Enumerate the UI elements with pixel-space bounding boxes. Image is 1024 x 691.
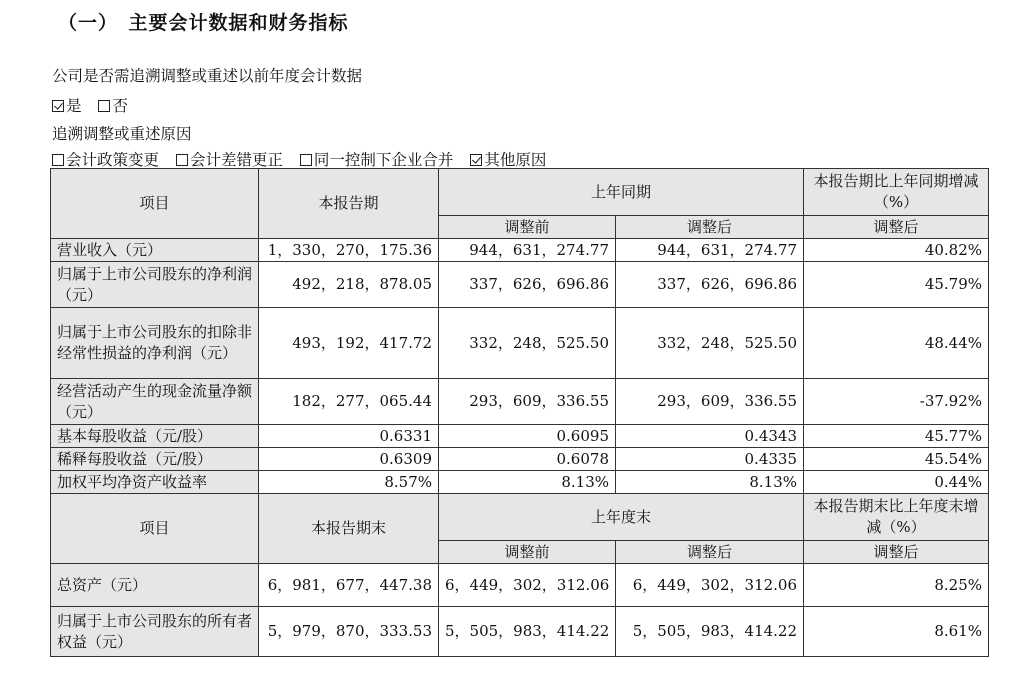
cell-after: 0.4343 bbox=[616, 425, 804, 448]
cell-change: 0.44% bbox=[804, 471, 989, 494]
row-label: 经营活动产生的现金流量净额（元） bbox=[51, 379, 259, 425]
header-prior-year-end: 上年度末 bbox=[439, 494, 804, 541]
row-label: 稀释每股收益（元/股） bbox=[51, 448, 259, 471]
subheader-change: 调整后 bbox=[804, 216, 989, 239]
reason-title: 追溯调整或重述原因 bbox=[52, 125, 192, 143]
cell-after: 6，449，302，312.06 bbox=[616, 564, 804, 607]
row-label: 加权平均净资产收益率 bbox=[51, 471, 259, 494]
cell-before: 5，505，983，414.22 bbox=[439, 607, 616, 657]
cell-current: 6，981，677，447.38 bbox=[259, 564, 439, 607]
table-row bbox=[51, 379, 989, 425]
reason-options bbox=[52, 148, 558, 170]
header-change: 本报告期比上年同期增减（%） bbox=[804, 169, 989, 216]
table-row bbox=[51, 564, 989, 607]
cell-after: 337，626，696.86 bbox=[616, 262, 804, 308]
row-label: 归属于上市公司股东的扣除非经常性损益的净利润（元） bbox=[51, 308, 259, 379]
checkbox-icon[interactable] bbox=[300, 154, 312, 166]
subheader-before-2: 调整前 bbox=[439, 541, 616, 564]
option-error-correction[interactable]: 会计差错更正 bbox=[176, 151, 283, 169]
checkbox-checked-icon[interactable] bbox=[470, 154, 482, 166]
cell-before: 8.13% bbox=[439, 471, 616, 494]
subheader-change-2: 调整后 bbox=[804, 541, 989, 564]
option-other-reason[interactable]: 其他原因 bbox=[470, 151, 546, 169]
table-row bbox=[51, 308, 989, 379]
table-row bbox=[51, 425, 989, 448]
checkbox-yes-icon[interactable] bbox=[52, 100, 64, 112]
subheader-before: 调整前 bbox=[439, 216, 616, 239]
cell-before: 337，626，696.86 bbox=[439, 262, 616, 308]
cell-change: 45.79% bbox=[804, 262, 989, 308]
cell-current: 182，277，065.44 bbox=[259, 379, 439, 425]
cell-change: 40.82% bbox=[804, 239, 989, 262]
cell-change: 48.44% bbox=[804, 308, 989, 379]
cell-before: 293，609，336.55 bbox=[439, 379, 616, 425]
adjustment-question: 公司是否需追溯调整或重述以前年度会计数据 bbox=[52, 67, 363, 85]
section-heading: （一） 主要会计数据和财务指标 bbox=[58, 12, 349, 34]
header-change-2: 本报告期末比上年度末增减（%） bbox=[804, 494, 989, 541]
cell-after: 8.13% bbox=[616, 471, 804, 494]
financial-data-table bbox=[50, 168, 989, 657]
row-label: 基本每股收益（元/股） bbox=[51, 425, 259, 448]
header-item: 项目 bbox=[51, 169, 259, 239]
row-label: 营业收入（元） bbox=[51, 239, 259, 262]
cell-before: 944，631，274.77 bbox=[439, 239, 616, 262]
cell-before: 0.6095 bbox=[439, 425, 616, 448]
cell-current: 0.6309 bbox=[259, 448, 439, 471]
row-label: 总资产（元） bbox=[51, 564, 259, 607]
table-row bbox=[51, 262, 989, 308]
cell-current: 493，192，417.72 bbox=[259, 308, 439, 379]
checkbox-no-icon[interactable] bbox=[98, 100, 110, 112]
cell-current: 1，330，270，175.36 bbox=[259, 239, 439, 262]
option-policy-change[interactable]: 会计政策变更 bbox=[52, 151, 159, 169]
yes-no-options bbox=[52, 94, 140, 116]
table-row bbox=[51, 239, 989, 262]
option-yes[interactable]: 是 bbox=[52, 97, 86, 115]
row-label: 归属于上市公司股东的净利润（元） bbox=[51, 262, 259, 308]
cell-after: 293，609，336.55 bbox=[616, 379, 804, 425]
table-row bbox=[51, 448, 989, 471]
cell-change: 45.77% bbox=[804, 425, 989, 448]
subheader-after: 调整后 bbox=[616, 216, 804, 239]
subheader-after-2: 调整后 bbox=[616, 541, 804, 564]
cell-before: 0.6078 bbox=[439, 448, 616, 471]
cell-after: 944，631，274.77 bbox=[616, 239, 804, 262]
table-row bbox=[51, 607, 989, 657]
cell-after: 5，505，983，414.22 bbox=[616, 607, 804, 657]
header-period-end: 本报告期末 bbox=[259, 494, 439, 564]
cell-before: 332，248，525.50 bbox=[439, 308, 616, 379]
option-no[interactable]: 否 bbox=[98, 97, 128, 115]
header-current-period: 本报告期 bbox=[259, 169, 439, 239]
cell-current: 492，218，878.05 bbox=[259, 262, 439, 308]
cell-after: 0.4335 bbox=[616, 448, 804, 471]
cell-change: 8.25% bbox=[804, 564, 989, 607]
option-common-control-merger[interactable]: 同一控制下企业合并 bbox=[300, 151, 454, 169]
table-row bbox=[51, 471, 989, 494]
checkbox-icon[interactable] bbox=[52, 154, 64, 166]
cell-current: 0.6331 bbox=[259, 425, 439, 448]
cell-before: 6，449，302，312.06 bbox=[439, 564, 616, 607]
cell-after: 332，248，525.50 bbox=[616, 308, 804, 379]
header-prior-period: 上年同期 bbox=[439, 169, 804, 216]
cell-current: 5，979，870，333.53 bbox=[259, 607, 439, 657]
row-label: 归属于上市公司股东的所有者权益（元） bbox=[51, 607, 259, 657]
cell-change: 45.54% bbox=[804, 448, 989, 471]
cell-current: 8.57% bbox=[259, 471, 439, 494]
cell-change: 8.61% bbox=[804, 607, 989, 657]
cell-change: -37.92% bbox=[804, 379, 989, 425]
checkbox-icon[interactable] bbox=[176, 154, 188, 166]
header-item-2: 项目 bbox=[51, 494, 259, 564]
